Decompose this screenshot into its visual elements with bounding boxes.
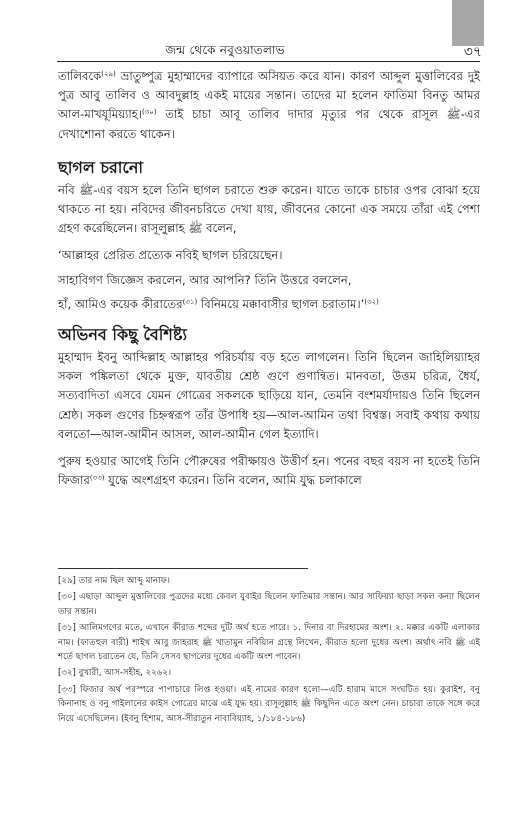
footnote-ref[interactable]: (৩০) — [141, 108, 157, 117]
paragraph: মুহাম্মাদ ইবনু আব্দিল্লাহ আল্লাহর পরিচর্যায় বড় হতে লাগলেন। তিনি ছিলেন জাহিলিয়্যাহর সকল পঙ্কিলতা থেকে মুক্ত, যাবতীয় শ্রেষ্ঠ গুণে গুণান্বিত। মানবতা, উত্তম চরিত্র, ধৈর্য, সত্যবাদিতা এসবে যেমন গোত্রের সকলকে ছাড়িয়ে যান, তেমনি বংশমর্যাদায়ও তিনি ছিলেন শ্রেষ্ঠ। সকল গুণের চিহ্নস্বরূপ তাঁর উপাধি হয়—আল-আমিন তথা বিশ্বস্ত। সবাই কথায় কথায় বলতো—আল-আমীন আসল, আল-আমীন গেল ইত্যাদি। — [58, 350, 480, 441]
footnote: [৩০] এছাড়া আব্দুল মুত্তালিবের পুত্রদের মধ্যে কেবল যুবাইর ছিলেন ফাতিমার সন্তান। আর সাফিয়্যা ছাড়া সকল কন্যা ছিলেন তার সন্তান। — [58, 592, 480, 617]
paragraph: হাঁ, আমিও কয়েক কীরাতের$^{(৩১)}$ বিনিময়ে মক্কাবাসীর ছাগল চরাতাম।’$^{(৩২)}$ — [58, 296, 379, 311]
paragraph: পুরুষ হওয়ার আগেই তিনি পৌরুষের পরীক্ষায়ও উত্তীর্ণ হন। পনের বছর বয়স না হতেই তিনি ফিজার$^{(৩৩)}$ যুদ্ধে অংশগ্রহণ করেন। তিনি বলেন, আমি যুদ্ধ চলাকালে — [58, 454, 480, 488]
footnote: [৩৩] ফিজার অর্থ পরস্পরে পাপাচারে লিপ্ত হওয়া। এই নামের কারণ হলো—এটি হারাম মাসে সংঘটিত হয়। কুরাইশ, বনু কিনানাহ ও বনু গাইলানের কাইস গোত্রের মাঝে এই যুদ্ধ হয়। রাসূলুল্লাহ ﷺ কিছুদিন এতে অংশ নেন। চাচারা তাকে সঙ্গে করে নিয়ে এসেছিলেন। (ইবনু হিশাম, আস-সীরাতুন নাবাবিয়্যাহ, ১/১৮৪-১৮৬) — [58, 684, 480, 724]
footnote-ref[interactable]: (৩১) — [182, 297, 198, 306]
footnote: [৩১] আলিমগণের মতে, এখানে কীরাত শব্দের দুটি অর্থ হতে পারে। ১. দিনার বা দিরহামের অংশ। ২. মক্কার একটি এলাকার নাম। (ফাতহুল বারী) শাইখ আবু জাহরাহ ﷺ খাতামুন নবিয়্যিন গ্রন্থে লিখেন, কীরাত হলো দুধের অংশ। অর্থাৎ নবি ﷺ এই শর্তে ছাগল চরাতেন যে, তিনি সেসব ছাগলের দুধের একটি অংশ পাবেন। — [58, 623, 480, 663]
running-header: জন্ম থেকে নবুওয়াতলাভ — [165, 43, 285, 57]
footnotes — [58, 574, 480, 728]
quote-paragraph: ‘আল্লাহর প্রেরিত প্রত্যেক নবিই ছাগল চরিয়েছেন। — [58, 248, 283, 263]
footnote-ref[interactable]: (৩৩) — [89, 474, 105, 483]
footnote: [৩২] বুখারী, আস-সহীহ, ২২৬২। — [58, 668, 172, 679]
paragraph: নবি ﷺ-এর বয়স হলে তিনি ছাগল চরাতে শুরু করেন। যাতে তাকে চাচার ওপর বোঝা হয়ে থাকতে না হয়। নবিদের জীবনচরিতে দেখা যায়, জীবনের কোনো এক সময়ে তাঁরা এই পেশা গ্রহণ করেছিলেন। রাসূলুল্লাহ ﷺ বলেন, — [58, 182, 480, 236]
paragraph: সাহাবিগণ জিজ্ঞেস করলেন, আর আপনি? তিনি উত্তরে বললেন, — [58, 272, 352, 287]
page-number: ৩৭ — [463, 44, 482, 60]
footnote-ref[interactable]: (২৯) — [101, 70, 116, 78]
page-body — [58, 67, 480, 498]
footnote: [২৯] তার নাম ছিল আব্দু মানাফ। — [58, 576, 170, 586]
footnote-ref[interactable]: (৩২) — [364, 297, 379, 306]
section-heading: অভিনব কিছু বৈশিষ্ট্য — [58, 325, 188, 345]
header-rule — [57, 61, 480, 62]
footnote-separator — [58, 568, 308, 569]
section-heading: ছাগল চরানো — [58, 157, 144, 177]
paragraph: তালিবকে$^{(২৯)}$ ভ্রাতুষ্পুত্র মুহাম্মাদের ব্যাপারে অসিয়ত করে যান। কারণ আব্দুল মুত্তালিবের দুই পুত্র আবু তালিব ও আবদুল্লাহ একই মায়ের সন্তান। তাদের মা হলেন ফাতিমা বিনতু আমর আল-মাখযূমিয়্যাহ।$^{(৩০)}$ তাই চাচা আবূ তালিব দাদার মৃত্যুর পর থেকে রাসূল ﷺ-এর দেখাশোনা করতে থাকেন। — [58, 69, 480, 141]
